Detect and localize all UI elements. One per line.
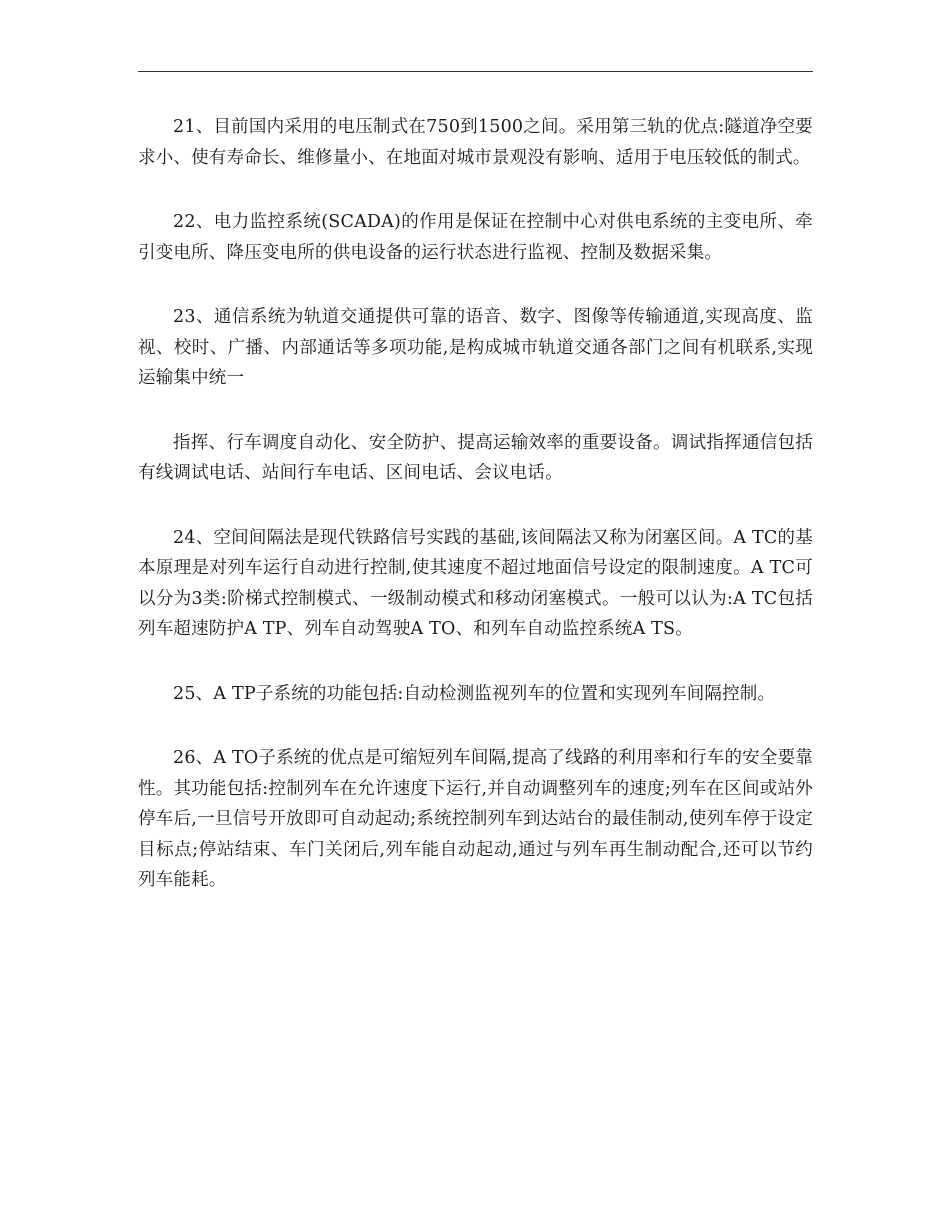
paragraph-25: 25、A TP子系统的功能包括:自动检测监视列车的位置和实现列车间隔控制。 (173, 683, 776, 704)
paragraph-26: 26、A TO子系统的优点是可缩短列车间隔,提高了线路的利用率和行车的安全要靠性。其功能包括:控制列车在允许速度下运行,并自动调整列车的速度;列车在区间或站外停车后,一旦信号开放即可自动起动;系统控制列车到达站台的最佳制动,使列车停于设定目标点;停站结束、车门关闭后,列车能自动起动,通过与列车再生制动配合,还可以节约列车能耗。 (138, 748, 813, 890)
paragraph-23: 23、通信系统为轨道交通提供可靠的语音、数字、图像等传输通道,实现高度、监视、校时、广播、内部通话等多项功能,是构成城市轨道交通各部门之间有机联系,实现运输集中统一 (138, 307, 813, 388)
paragraph-24: 24、空间间隔法是现代铁路信号实践的基础,该间隔法又称为闭塞区间。A TC的基本原理是对列车运行自动进行控制,使其速度不超过地面信号设定的限制速度。A TC可以分为3类:阶梯式控制模式、一级制动模式和移动闭塞模式。一般可以认为:A TC包括列车超速防护A TP、列车自动驾驶A TO、和列车自动监控系统A TS。 (138, 527, 813, 639)
paragraph-22: 22、电力监控系统(SCADA)的作用是保证在控制中心对供电系统的主变电所、牵引变电所、降压变电所的供电设备的运行状态进行监视、控制及数据采集。 (138, 212, 813, 263)
paragraph-23-continued: 指挥、行车调度自动化、安全防护、提高运输效率的重要设备。调试指挥通信包括有线调试电话、站间行车电话、区间电话、会议电话。 (138, 432, 813, 483)
paragraph-21: 21、目前国内采用的电压制式在750到1500之间。采用第三轨的优点:隧道净空要求小、使有寿命长、维修量小、在地面对城市景观没有影响、适用于电压较低的制式。 (138, 117, 813, 168)
header-rule (138, 71, 813, 72)
document-body (138, 112, 813, 896)
